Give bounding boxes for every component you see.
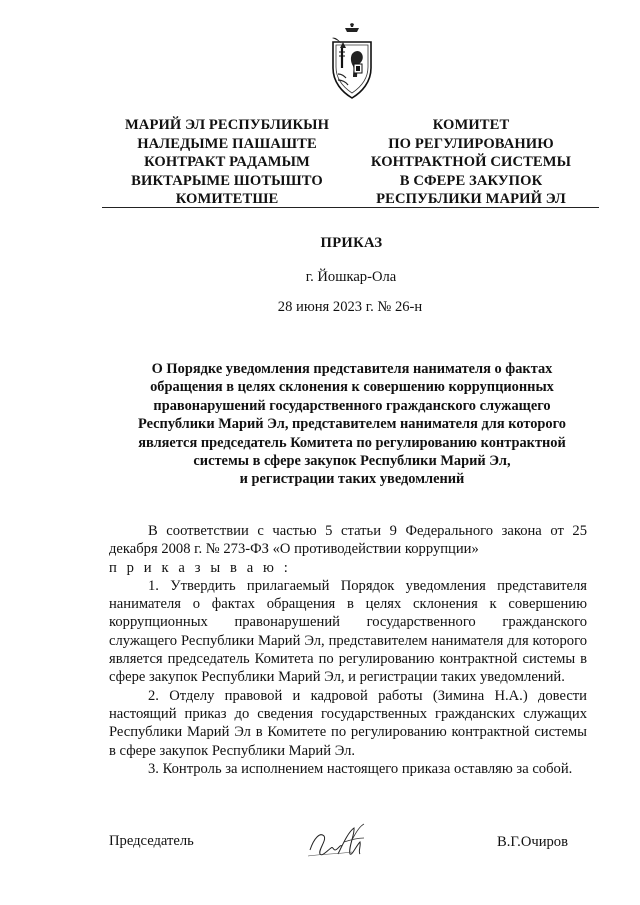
signature-role: Председатель — [109, 833, 194, 849]
header-divider-right — [349, 207, 599, 208]
header-right-line: В СФЕРЕ ЗАКУПОК — [399, 172, 543, 189]
document-date-number: 28 июня 2023 г. № 26-н — [277, 299, 423, 315]
body-prikazyvayu: п р и к а з ы в а ю : — [109, 559, 291, 576]
body-item-2: 2. Отделу правовой и кадровой работы (Зимина Н.А.) довести настоящий приказ до сведения государственных гражданских служащих Республики Марий Эл в Комитете по регулированию контрактной системы в сфере закупок Республики Марий Эл. — [109, 687, 587, 759]
subject-line: является председатель Комитета по регулированию контрактной — [138, 434, 566, 451]
subject-line: обращения в целях склонения к совершению коррупционных — [150, 379, 554, 396]
subject-line: О Порядке уведомления представителя нанимателя о фактах — [151, 361, 553, 377]
header-left-line: ВИКТАРЫМЕ ШОТЫШТО — [131, 172, 323, 189]
header-right-line: КОМИТЕТ — [432, 117, 510, 133]
handwritten-signature — [304, 820, 374, 864]
header-right-line: ПО РЕГУЛИРОВАНИЮ — [388, 135, 554, 152]
subject-line: Республики Марий Эл, представителем нанимателя для которого — [137, 416, 566, 433]
coat-of-arms-emblem — [330, 22, 374, 100]
subject-line: системы в сфере закупок Республики Марий Эл, — [193, 453, 511, 470]
signature-name: В.Г.Очиров — [497, 834, 568, 850]
header-left-line: МАРИЙ ЭЛ РЕСПУБЛИКЫН — [124, 117, 330, 133]
header-right-line: РЕСПУБЛИКИ МАРИЙ ЭЛ — [376, 191, 566, 208]
header-right-russian — [346, 116, 596, 209]
body-item-1: 1. Утвердить прилагаемый Порядок уведомления представителя нанимателя о фактах обращения в целях склонения к совершению коррупционных правонарушений государственного гражданского служащего Республики Марий Эл, представителем нанимателя для которого является председатель Комитета по регулированию контрактной системы в сфере закупок Республики Марий Эл, и регистрации таких уведомлений. — [109, 577, 587, 686]
subject-line: правонарушений государственного гражданского служащего — [153, 397, 551, 414]
document-subject — [110, 360, 594, 489]
header-left-line: КОМИТЕТШЕ — [175, 191, 279, 208]
document-city: г. Йошкар-Ола — [305, 269, 397, 285]
document-type-title: ПРИКАЗ — [320, 235, 383, 251]
document-body — [109, 522, 587, 778]
header-right-line: КОНТРАКТНОЙ СИСТЕМЫ — [370, 154, 572, 171]
header-left-mari — [102, 116, 352, 209]
header-left-line: НАЛЕДЫМЕ ПАШАШТЕ — [137, 135, 317, 152]
header-divider-left — [102, 207, 352, 208]
body-intro: В соответствии с частью 5 статьи 9 Федерального закона от 25 декабря 2008 г. № 273-ФЗ «О противодействии коррупции» — [109, 523, 587, 558]
subject-line: и регистрации таких уведомлений — [239, 471, 465, 488]
header-left-line: КОНТРАКТ РАДАМЫМ — [144, 154, 310, 171]
body-item-3: 3. Контроль за исполнением настоящего приказа оставляю за собой. — [148, 760, 573, 777]
